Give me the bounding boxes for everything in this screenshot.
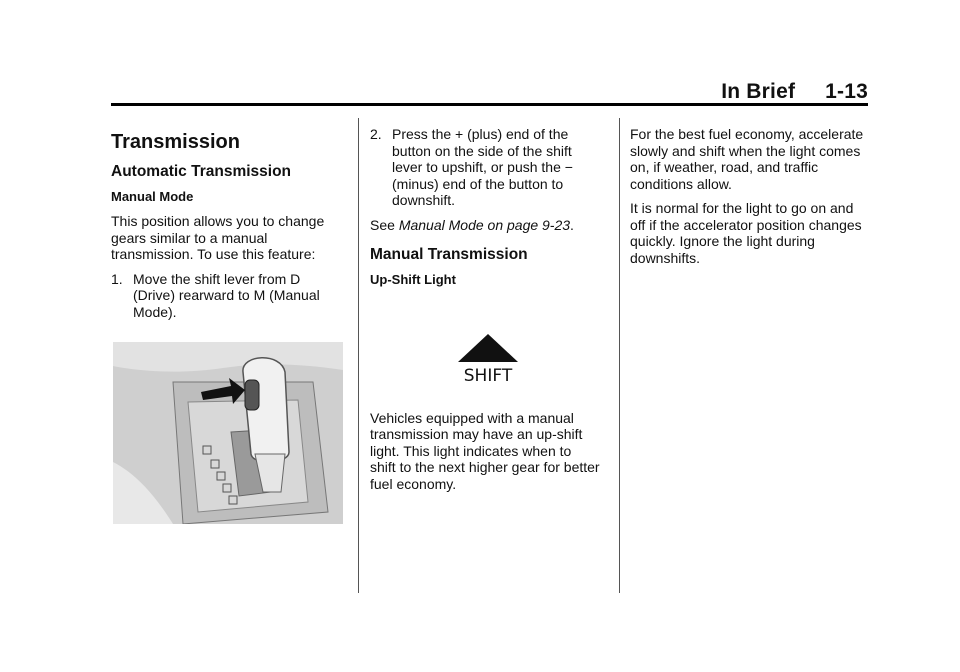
column-3 [630,126,870,274]
step-number: 2. [370,126,382,142]
see-prefix: See [370,216,399,233]
step-text: Press the + (plus) end of the button on the side of the shift lever to upshift, or push the − (minus) end of the button to downshift. [392,126,573,208]
cross-reference-link[interactable]: Manual Mode on page 9-23 [398,216,571,233]
column-2 [370,126,600,500]
body-paragraph: Vehicles equipped with a manual transmission may have an up-shift light. This light indicates when to shift to the next higher gear for better fuel economy. [370,409,600,492]
shift-lever-illustration [113,342,343,524]
minor-heading: Up-Shift Light [370,272,456,287]
body-paragraph: It is normal for the light to go on and off if the accelerator position changes quickly. Ignore the light during downshifts. [630,200,862,266]
column-divider [358,118,359,593]
minor-heading: Manual Mode [111,189,194,204]
subsection-title: Manual Transmission [370,246,528,263]
header-page-number: 1-13 [825,80,868,103]
column-divider [619,118,620,593]
see-suffix: . [570,216,574,233]
body-paragraph: For the best fuel economy, accelerate slowly and shift when the light comes on, if weather, road, and traffic conditions allow. [630,126,864,192]
subsection-title: Automatic Transmission [111,163,292,180]
header-rule [111,103,868,106]
step-text: Move the shift lever from D (Drive) rearward to M (Manual Mode). [133,270,320,320]
page-header [721,80,868,104]
section-title: Transmission [111,131,240,153]
header-section: In Brief [721,80,796,103]
step-number: 1. [111,270,123,287]
column-1 [111,126,343,528]
shift-icon-label: SHIFT [463,366,513,384]
intro-paragraph: This position allows you to change gears similar to a manual transmission. To use this feature: [111,213,325,262]
step-2 [370,126,600,209]
step-1 [111,271,343,321]
cross-reference [370,217,600,234]
shift-light-icon [456,332,520,384]
